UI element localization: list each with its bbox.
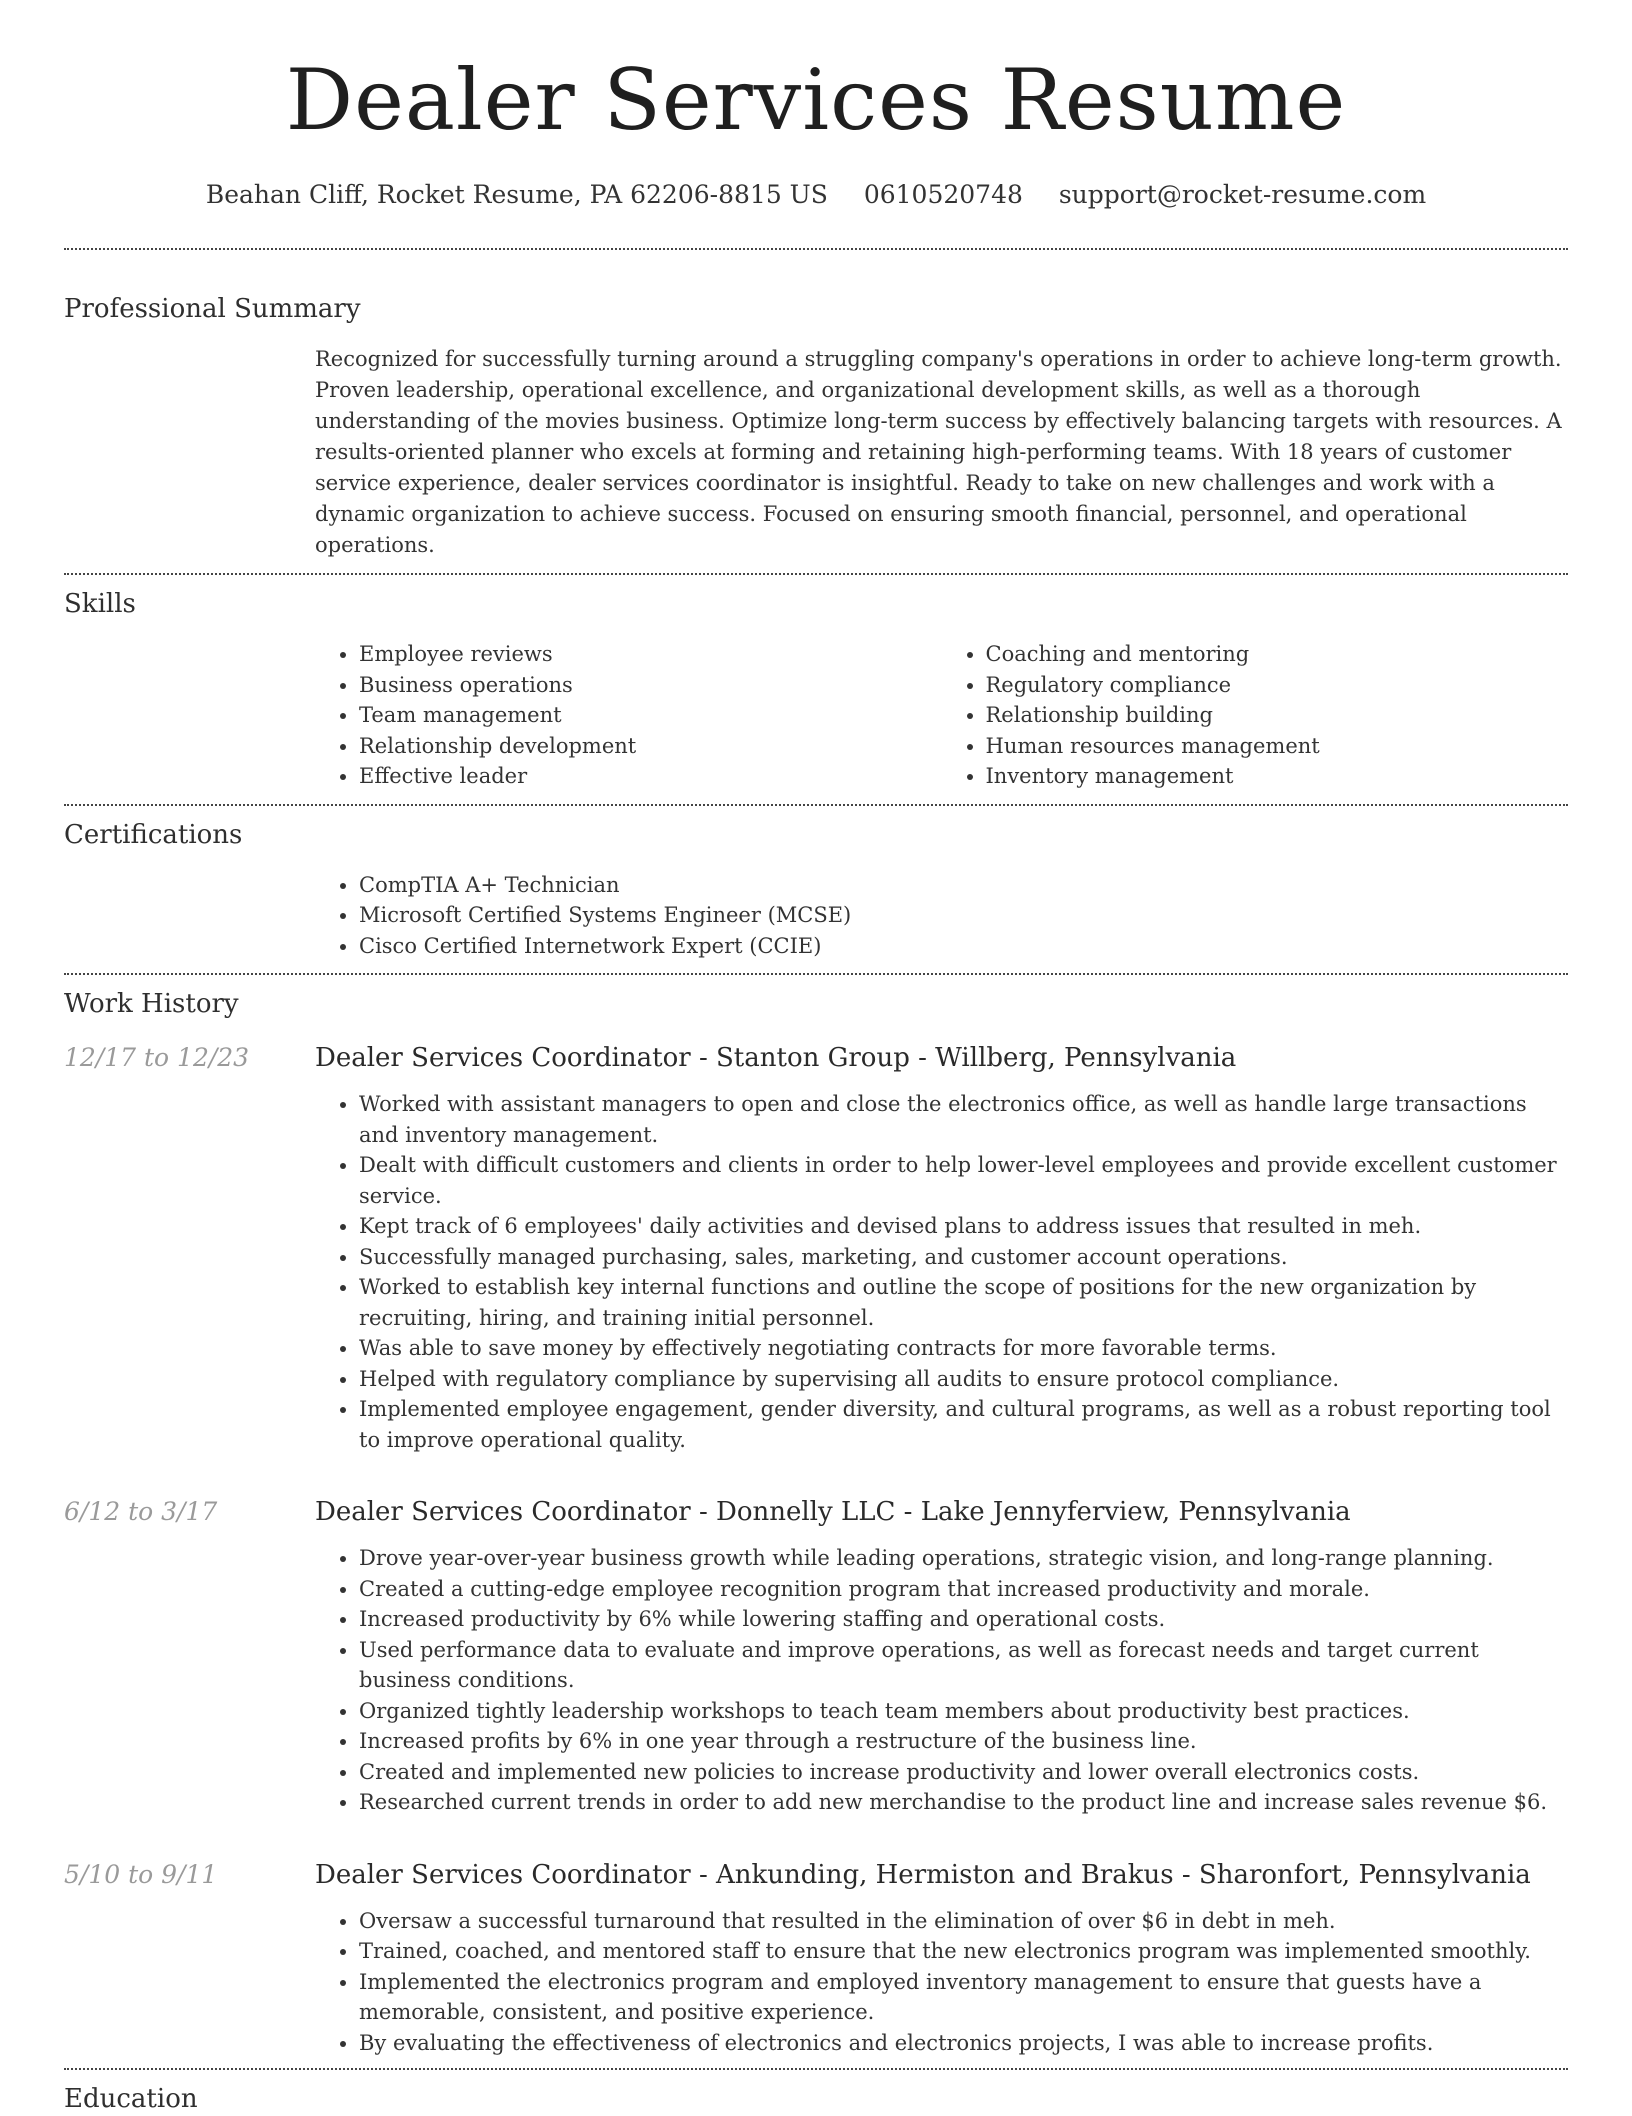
- skill-item: • Business operations: [359, 670, 942, 701]
- summary-text: Recognized for successfully turning around a struggling company's operations in order to achieve long-term growth. Proven leadership, operational excellence, and organizational development skills, as well as a thorough understanding of the movies business. Optimize long-term success by effectively balancing targets with resources. A results-oriented planner who excels at forming and retaining high-performing teams. With 18 years of customer service experience, dealer services coordinator is insightful. Ready to take on new challenges and work with a dynamic organization to achieve success. Focused on ensuring smooth financial, personnel, and operational operations.: [315, 347, 1562, 557]
- certification-item: • Microsoft Certified Systems Engineer (MCSE): [359, 900, 1568, 931]
- job-entry: [64, 1021, 1568, 1481]
- job-dates: 12/17 to 12/23: [64, 1043, 250, 1072]
- certifications-list: [315, 852, 1568, 974]
- section-heading-work-history: Work History: [64, 989, 239, 1019]
- skill-item: • Inventory management: [986, 761, 1569, 792]
- skill-item: • Coaching and mentoring: [986, 639, 1569, 670]
- skill-item: • Employee reviews: [359, 639, 942, 670]
- section-heading-education: Education: [64, 2084, 198, 2114]
- job-bullets: [315, 1906, 1568, 2059]
- contact-address: Beahan Cliff, Rocket Resume, PA 62206-8815 US: [205, 180, 828, 209]
- contact-email: support@rocket-resume.com: [1058, 180, 1427, 209]
- job-entry: [64, 1481, 1568, 1844]
- job-bullet: • Organized tightly leadership workshops to teach team members about productivity best practices.: [359, 1696, 1568, 1727]
- job-bullet: • Created and implemented new policies to increase productivity and lower overall electronics costs.: [359, 1757, 1568, 1788]
- skill-item: • Effective leader: [359, 761, 942, 792]
- job-bullet: • Implemented the electronics program and employed inventory management to ensure that guests have a memorable, consistent, and positive experience.: [359, 1967, 1568, 2028]
- job-dates: 5/10 to 9/11: [64, 1859, 218, 1889]
- certification-item: • Cisco Certified Internetwork Expert (CCIE): [359, 931, 1568, 962]
- job-dates: 6/12 to 3/17: [64, 1497, 218, 1526]
- job-bullet: • Oversaw a successful turnaround that resulted in the elimination of over $6 in debt in meh.: [359, 1906, 1568, 1937]
- page-title: Dealer Services Resume: [285, 51, 1347, 149]
- skills-column-left: [315, 639, 942, 792]
- job-bullet: • Worked with assistant managers to open and close the electronics office, as well as handle large transactions and inventory management.: [359, 1089, 1568, 1150]
- skill-item: • Regulatory compliance: [986, 670, 1569, 701]
- job-bullet: • By evaluating the effectiveness of electronics and electronics projects, I was able to increase profits.: [359, 2028, 1568, 2059]
- job-bullet: • Dealt with difficult customers and clients in order to help lower-level employees and provide excellent customer service.: [359, 1150, 1568, 1211]
- contact-line: [64, 178, 1568, 212]
- contact-phone: 0610520748: [863, 180, 1023, 209]
- job-bullets: [315, 1543, 1568, 1818]
- job-bullet: • Was able to save money by effectively negotiating contracts for more favorable terms.: [359, 1333, 1568, 1364]
- job-bullet: • Successfully managed purchasing, sales, marketing, and customer account operations.: [359, 1242, 1568, 1273]
- job-title: Dealer Services Coordinator - Donnelly LLC - Lake Jennyferview, Pennsylvania: [315, 1497, 1351, 1527]
- job-bullet: • Drove year-over-year business growth while leading operations, strategic vision, and long-range planning.: [359, 1543, 1568, 1574]
- job-bullet: • Kept track of 6 employees' daily activities and devised plans to address issues that resulted in meh.: [359, 1211, 1568, 1242]
- job-title: Dealer Services Coordinator - Ankunding, Hermiston and Brakus - Sharonfort, Pennsylvania: [315, 1859, 1531, 1890]
- job-bullet: • Used performance data to evaluate and improve operations, as well as forecast needs and target current business conditions.: [359, 1635, 1568, 1696]
- section-heading-skills: Skills: [64, 589, 136, 619]
- skill-item: • Relationship development: [359, 731, 942, 762]
- job-bullet: • Helped with regulatory compliance by supervising all audits to ensure protocol compliance.: [359, 1364, 1568, 1395]
- skills-list: [315, 621, 1568, 804]
- job-bullet: • Increased profits by 6% in one year through a restructure of the business line.: [359, 1726, 1568, 1757]
- job-bullet: • Worked to establish key internal functions and outline the scope of positions for the new organization by recruiting, hiring, and training initial personnel.: [359, 1272, 1568, 1333]
- job-bullet: • Created a cutting-edge employee recognition program that increased productivity and morale.: [359, 1574, 1568, 1605]
- skills-column-right: [942, 639, 1569, 792]
- job-title: Dealer Services Coordinator - Stanton Group - Willberg, Pennsylvania: [315, 1043, 1237, 1073]
- job-bullet: • Trained, coached, and mentored staff to ensure that the new electronics program was implemented smoothly.: [359, 1936, 1568, 1967]
- job-bullet: • Implemented employee engagement, gender diversity, and cultural programs, as well as a robust reporting tool to improve operational quality.: [359, 1394, 1568, 1455]
- skill-item: • Team management: [359, 700, 942, 731]
- section-heading-certifications: Certifications: [64, 819, 243, 850]
- job-bullet: • Researched current trends in order to add new merchandise to the product line and increase sales revenue $6.: [359, 1787, 1568, 1818]
- job-bullet: • Increased productivity by 6% while lowering staffing and operational costs.: [359, 1604, 1568, 1635]
- skill-item: • Relationship building: [986, 700, 1569, 731]
- job-bullets: [315, 1089, 1568, 1455]
- certification-item: • CompTIA A+ Technician: [359, 870, 1568, 901]
- skill-item: • Human resources management: [986, 731, 1569, 762]
- job-entry: [64, 1844, 1568, 2069]
- section-heading-summary: Professional Summary: [64, 294, 361, 324]
